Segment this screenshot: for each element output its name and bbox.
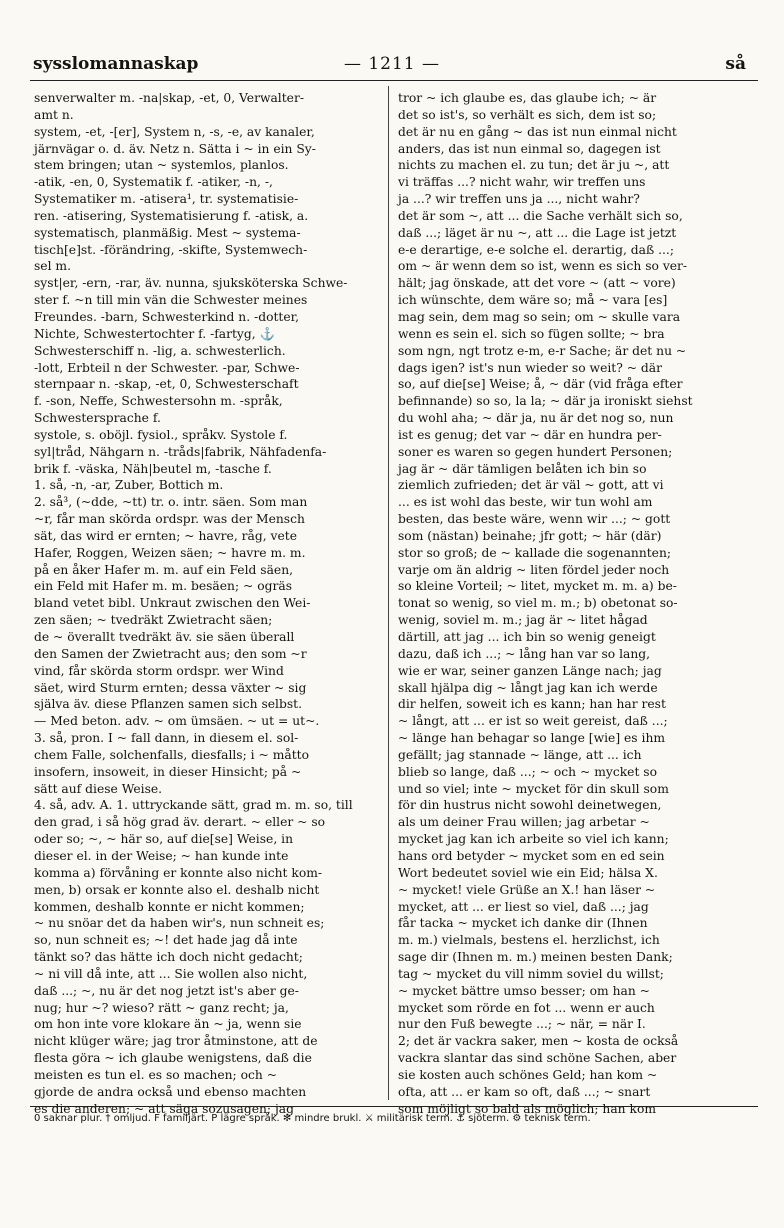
text-line: ~ länge han behagar so lange [wie] es ihm [398, 731, 666, 746]
text-line: wie er war, seiner ganzen Länge nach; jag [398, 663, 662, 678]
text-line: soner es waren so gegen hundert Personen; [398, 444, 673, 459]
text-line: amt n. [34, 107, 74, 122]
text-line: dazu, daß ich ...; ~ lång han var so lang, [398, 646, 651, 661]
text-line: stor so groß; de ~ kallade die sogenannten; [398, 545, 672, 560]
text-line: so, nun schneit es; ~! det hade jag då inte [34, 933, 298, 948]
text-line: Wort bedeutet soviel wie ein Eid; hälsa X. [398, 865, 658, 880]
text-line: det är nu en gång ~ das ist nun einmal nicht [398, 124, 677, 139]
text-line: bland vetet bibl. Unkraut zwischen den Wei- [34, 596, 311, 611]
text-line: hält; jag önskade, att det vore ~ (att ~ vore) [398, 276, 676, 291]
text-line: und so viel; inte ~ mycket för din skull som [398, 781, 669, 796]
text-line: stem bringen; utan ~ systemlos, planlos. [34, 158, 289, 173]
text-line: ~ nu snöar det da haben wir's, nun schneit es; [34, 916, 325, 931]
text-line: als um deiner Frau willen; jag arbetar ~ [398, 815, 650, 830]
text-line: 2. så³, (~dde, ~tt) tr. o. intr. säen. Som man [34, 495, 308, 510]
text-line: nur den Fuß bewegte ...; ~ när, = när I. [398, 1017, 646, 1032]
text-line: kommen, deshalb konnte er nicht kommen; [34, 899, 305, 914]
text-line: system, -et, -[er], System n, -s, -e, av kanaler, [34, 124, 315, 139]
text-line: 4. så, adv. A. 1. uttryckande sätt, grad m. m. so, till [34, 798, 353, 813]
text-line: Freundes. -barn, Schwesterkind n. -dotter, [34, 309, 300, 324]
text-line: ja ...? wir treffen uns ja ..., nicht wahr? [398, 192, 640, 207]
text-line: dags igen? ist's nun wieder so weit? ~ där [398, 360, 663, 375]
text-line: Schwestersprache f. [34, 411, 161, 426]
page-number: — 1211 — [343, 54, 441, 74]
text-line: wenig, soviel m. m.; jag är ~ litet hågad [398, 613, 648, 628]
text-line: tonat so wenig, so viel m. m.; b) obetonat so- [398, 596, 678, 611]
text-line: gjorde de andra också und ebenso machten [34, 1084, 307, 1099]
text-line: nug; hur ~? wieso? rätt ~ ganz recht; ja, [34, 1000, 289, 1015]
text-line: syl|tråd, Nähgarn n. -tråds|fabrik, Nähfadenfa- [34, 444, 327, 459]
text-line: järnvägar o. d. äv. Netz n. Sätta i ~ in ein Sy- [34, 141, 316, 156]
text-line: 2; det är vackra saker, men ~ kosta de också [398, 1034, 679, 1049]
text-line: mycket jag kan ich arbeite so viel ich kann; [398, 832, 669, 847]
text-line: oder so; ~, ~ här so, auf die[se] Weise, in [34, 832, 293, 847]
text-line: ist es genug; det var ~ där en hundra per- [398, 427, 662, 442]
text-line: jag är ~ där tämligen belåten ich bin so [398, 461, 647, 476]
text-line: ~ mycket! viele Grüße an X.! han läser ~ [398, 882, 656, 897]
text-line: ~ ni vill då inte, att ... Sie wollen also nicht, [34, 966, 308, 981]
text-line: so, auf die[se] Weise; å, ~ där (vid fråga efter [398, 377, 683, 392]
text-line: -atik, -en, 0, Systematik f. -atiker, -n, -, [34, 175, 273, 190]
text-line: ster f. ~n till min vän die Schwester meines [34, 293, 308, 308]
text-line: ein Feld mit Hafer m. m. besäen; ~ ogräs [34, 579, 293, 594]
text-line: daß ...; ~, nu är det nog jetzt ist's aber ge- [34, 983, 299, 998]
text-line: därtill, att jag ... ich bin so wenig geneigt [398, 630, 656, 644]
text-line: brik f. -väska, Näh|beutel m, -tasche f. [34, 461, 272, 476]
text-line: på en åker Hafer m. m. auf ein Feld säen, [34, 562, 294, 577]
text-line: mycket, att ... er liest so viel, daß ...; jag [398, 899, 649, 914]
text-line: senverwalter m. -na|skap, -et, 0, Verwalter- [34, 91, 304, 105]
text-line: dir helfen, soweit ich es kann; han har rest [398, 697, 666, 712]
text-line: chem Falle, solchenfalls, diesfalls; i ~ måtto [34, 747, 310, 762]
text-line: som (nästan) beinahe; jfr gott; ~ här (där) [398, 528, 662, 543]
text-line: det so ist's, so verhält es sich, dem ist so; [398, 107, 657, 122]
text-line: varje om än aldrig ~ liten fördel jeder noch [398, 562, 670, 577]
text-line: ren. -atisering, Systematisierung f. -atisk, a. [34, 208, 309, 223]
text-line: insofern, insoweit, in dieser Hinsicht; på ~ [34, 764, 302, 779]
text-line: syst|er, -ern, -rar, äv. nunna, sjuksköterska Schwe- [34, 276, 348, 291]
text-line: det är som ~, att ... die Sache verhält sich so, [398, 208, 683, 223]
header-rule [30, 80, 758, 81]
text-line: sage dir (Ihnen m. m.) meinen besten Dank; [398, 950, 673, 965]
text-line: tag ~ mycket du vill nimm soviel du willst; [398, 966, 664, 981]
text-line: säet, wird Sturm ernten; dessa växter ~ sig [34, 680, 307, 695]
text-line: f. -son, Neffe, Schwestersohn m. -språk, [34, 394, 283, 409]
text-line: 1. så, -n, -ar, Zuber, Bottich m. [34, 478, 224, 493]
footnote-legend: 0 saknar plur. † omljud. F familjärt. P lägre språk. ✻ mindre brukl. ⚔ militärisk term. ⚓ sjöterm. ⚙ teknisk term. [34, 1113, 591, 1124]
text-line: som möjligt so bald als möglich; han kom [398, 1101, 657, 1116]
text-line: som ngn, ngt trotz e-m, e-r Sache; är det nu ~ [398, 343, 687, 358]
text-line: zen säen; ~ tvedräkt Zwietracht säen; [34, 613, 273, 628]
text-line: besten, das beste wäre, wenn wir ...; ~ gott [398, 512, 671, 527]
text-line: den Samen der Zwietracht aus; den som ~r [34, 646, 307, 661]
text-line: du wohl aha; ~ där ja, nu är det nog so, nun [398, 411, 674, 426]
text-line: systole, s. oböjl. fysiol., språkv. Systole f. [34, 427, 288, 442]
header-left-word: sysslomannaskap [33, 54, 199, 74]
text-line: dieser el. in der Weise; ~ han kunde inte [34, 848, 289, 863]
text-line: m. m.) vielmals, bestens el. herzlichst, ich [398, 933, 660, 948]
header-right-word: så [725, 54, 746, 74]
text-line: mycket som rörde en fot ... wenn er auch [398, 1000, 655, 1015]
text-line: sät, das wird er ernten; ~ havre, råg, vete [34, 528, 297, 543]
text-line: tänkt so? das hätte ich doch nicht gedacht; [34, 950, 303, 965]
text-line: får tacka ~ mycket ich danke dir (Ihnen [398, 916, 648, 931]
text-line: men, b) orsak er konnte also el. deshalb nicht [34, 882, 320, 897]
text-line: de ~ överallt tvedräkt äv. sie säen überall [34, 630, 295, 644]
text-line: gefällt; jag stannade ~ länge, att ... ich [398, 747, 642, 762]
text-line: tror ~ ich glaube es, das glaube ich; ~ är [398, 91, 657, 105]
text-line: sie kosten auch schönes Geld; han kom ~ [398, 1067, 658, 1082]
text-line: nichts zu machen el. zu tun; det är ju ~, att [398, 158, 670, 173]
text-line: vind, får skörda storm ordspr. wer Wind [34, 663, 284, 678]
text-line: sätt auf diese Weise. [34, 781, 163, 796]
text-line: om hon inte vore klokare än ~ ja, wenn sie [34, 1017, 302, 1032]
footer-rule [30, 1106, 758, 1107]
text-line: för din hustrus nicht sowohl deinetwegen, [398, 798, 662, 813]
text-line: nicht klüger wäre; jag tror åtminstone, att de [34, 1034, 318, 1049]
text-line: meisten es tun el. es so machen; och ~ [34, 1067, 278, 1082]
right-column [398, 90, 759, 1116]
text-line: — Med beton. adv. ~ om ümsäen. ~ ut = ut~. [34, 714, 320, 729]
text-line: anders, das ist nun einmal so, dagegen ist [398, 141, 661, 156]
text-line: sel m. [34, 259, 71, 274]
text-line: ofta, att ... er kam so oft, daß ...; ~ snart [398, 1084, 651, 1099]
text-line: ~r, får man skörda ordspr. was der Mensch [34, 512, 305, 527]
text-line: ziemlich zufrieden; det är väl ~ gott, att vi [398, 478, 664, 493]
text-line: befinnande) so so, la la; ~ där ja ironiskt siehst [398, 394, 693, 409]
text-line: blieb so lange, daß ...; ~ och ~ mycket so [398, 764, 658, 779]
text-line: vackra slantar das sind schöne Sachen, aber [398, 1051, 677, 1066]
text-line: mag sein, dem mag so sein; om ~ skulle vara [398, 309, 681, 324]
text-line: ~ mycket bättre umso besser; om han ~ [398, 983, 650, 998]
text-line: wenn es sein el. sich so fügen sollte; ~ bra [398, 326, 665, 341]
text-line: e-e derartige, e-e solche el. derartig, daß ...; [398, 242, 674, 257]
text-line: hans ord betyder ~ mycket som en ed sein [398, 848, 665, 863]
text-line: vi träffas ...? nicht wahr, wir treffen uns [398, 175, 646, 190]
text-line: systematisch, planmäßig. Mest ~ systema- [34, 225, 301, 240]
text-line: daß ...; läget är nu ~, att ... die Lage ist jetzt [398, 225, 677, 240]
text-line: själva äv. diese Pflanzen samen sich selbst. [34, 697, 303, 712]
text-line: komma a) förvåning er konnte also nicht kom- [34, 865, 323, 880]
text-line: Hafer, Roggen, Weizen säen; ~ havre m. m. [34, 545, 306, 560]
text-line: Systematiker m. -atisera¹, tr. systematisie- [34, 192, 299, 207]
text-line: ... es ist wohl das beste, wir tun wohl am [398, 495, 653, 510]
text-line: om ~ är wenn dem so ist, wenn es sich so ver- [398, 259, 688, 274]
text-line: Nichte, Schwestertochter f. -fartyg, ⚓ [34, 326, 275, 341]
text-line: 3. så, pron. I ~ fall dann, in diesem el. sol- [34, 731, 299, 746]
text-line: es die anderen; ~ att säga sozusagen; jag [34, 1101, 294, 1116]
text-line: sternpaar n. -skap, -et, 0, Schwesterschaft [34, 377, 299, 392]
text-line: skall hjälpa dig ~ långt jag kan ich werde [398, 680, 658, 695]
left-column [34, 90, 376, 1116]
text-line: tisch[e]st. -förändring, -skifte, Systemwech- [34, 242, 308, 257]
text-line: den grad, i så hög grad äv. derart. ~ eller ~ so [34, 815, 326, 830]
text-line: so kleine Vorteil; ~ litet, mycket m. m. a) be- [398, 579, 677, 594]
text-line: Schwesterschiff n. -lig, a. schwesterlich. [34, 343, 286, 358]
text-line: -lott, Erbteil n der Schwester. -par, Schwe- [34, 360, 300, 375]
text-line: flesta göra ~ ich glaube wenigstens, daß die [34, 1051, 312, 1066]
column-divider [388, 86, 389, 1100]
text-line: ~ långt, att ... er ist so weit gereist, daß ...; [398, 714, 668, 729]
text-line: ich wünschte, dem wäre so; må ~ vara [es] [398, 293, 668, 308]
